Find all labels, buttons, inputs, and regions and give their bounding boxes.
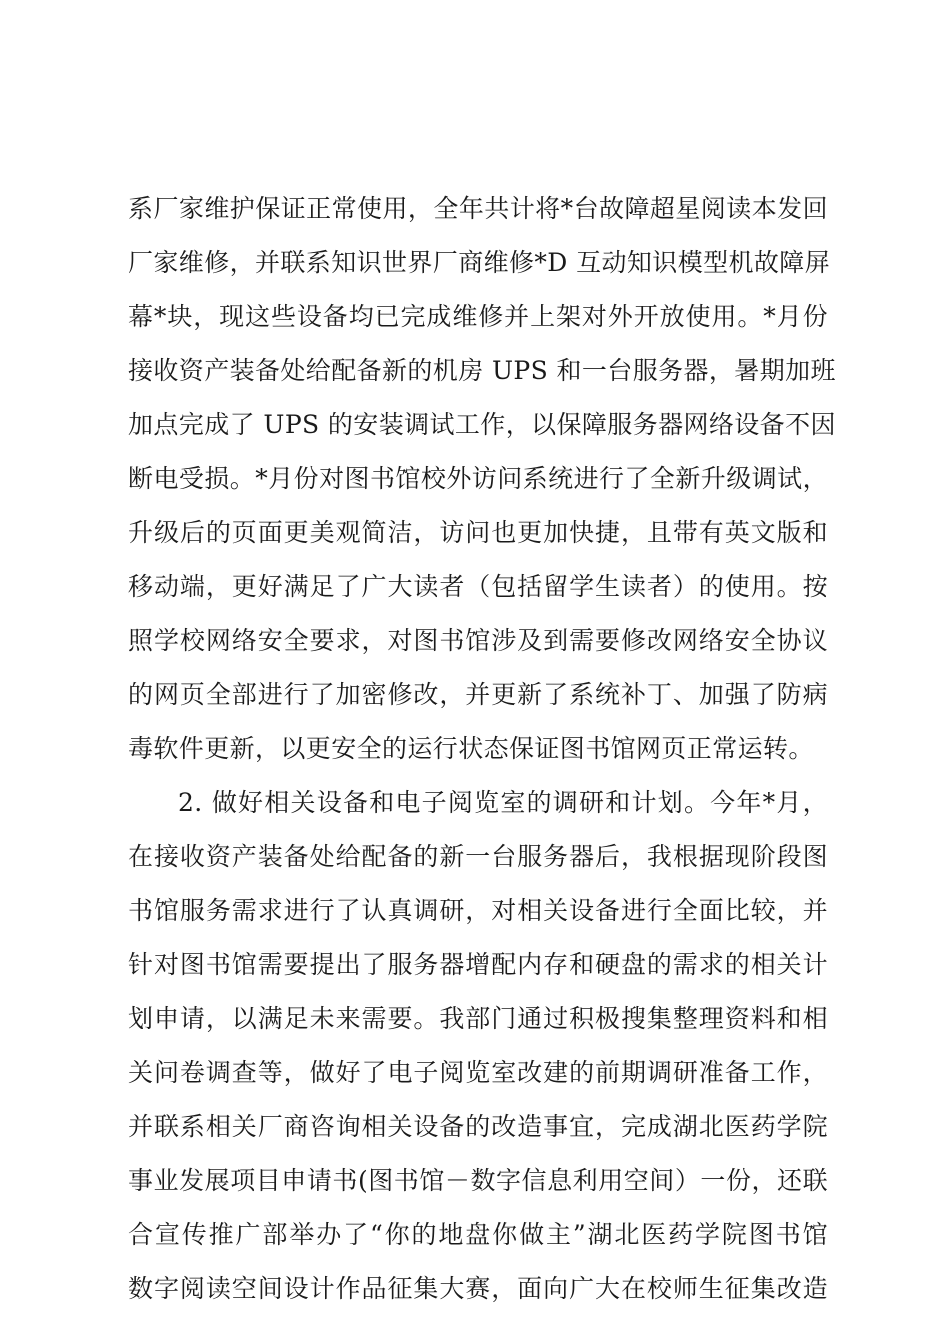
text-line: 加点完成了 UPS 的安装调试工作，以保障服务器网络设备不因 [128,410,836,439]
text-line: 厂家维修，并联系知识世界厂商维修*D 互动知识模型机故障屏 [128,248,831,277]
text-line: 接收资产装备处给配备新的机房 UPS 和一台服务器，暑期加班 [128,356,836,385]
text-line: 针对图书馆需要提出了服务器增配内存和硬盘的需求的相关计 [128,950,828,979]
text-line: 合宣传推广部举办了“你的地盘你做主”湖北医药学院图书馆 [128,1220,828,1249]
text-line: 照学校网络安全要求，对图书馆涉及到需要修改网络安全协议 [128,626,828,655]
text-line: 的网页全部进行了加密修改，并更新了系统补丁、加强了防病 [128,680,828,709]
text-line: 升级后的页面更美观简洁，访问也更加快捷，且带有英文版和 [128,518,828,547]
text-line: 划申请，以满足未来需要。我部门通过积极搜集整理资料和相 [128,1004,828,1033]
text-line: 系厂家维护保证正常使用，全年共计将*台故障超星阅读本发回 [128,194,828,223]
text-line: 在接收资产装备处给配备的新一台服务器后，我根据现阶段图 [128,842,828,871]
text-line: 书馆服务需求进行了认真调研，对相关设备进行全面比较，并 [128,896,828,925]
text-line: 毒软件更新，以更安全的运行状态保证图书馆网页正常运转。 [128,734,814,763]
text-line: 事业发展项目申请书(图书馆－数字信息利用空间）一份，还联 [128,1166,828,1195]
text-line: 幕*块，现这些设备均已完成维修并上架对外开放使用。*月份 [128,302,828,331]
text-line: 移动端，更好满足了广大读者（包括留学生读者）的使用。按 [128,572,828,601]
text-line: 关问卷调查等，做好了电子阅览室改建的前期调研准备工作， [128,1058,828,1087]
text-line: 数字阅读空间设计作品征集大赛，面向广大在校师生征集改造 [128,1274,828,1303]
paragraph-heading: 2. 做好相关设备和电子阅览室的调研和计划。今年*月， [178,788,828,817]
body-text [128,182,836,1316]
text-line: 并联系相关厂商咨询相关设备的改造事宜，完成湖北医药学院 [128,1112,828,1141]
text-line: 断电受损。*月份对图书馆校外访问系统进行了全新升级调试， [128,464,828,493]
